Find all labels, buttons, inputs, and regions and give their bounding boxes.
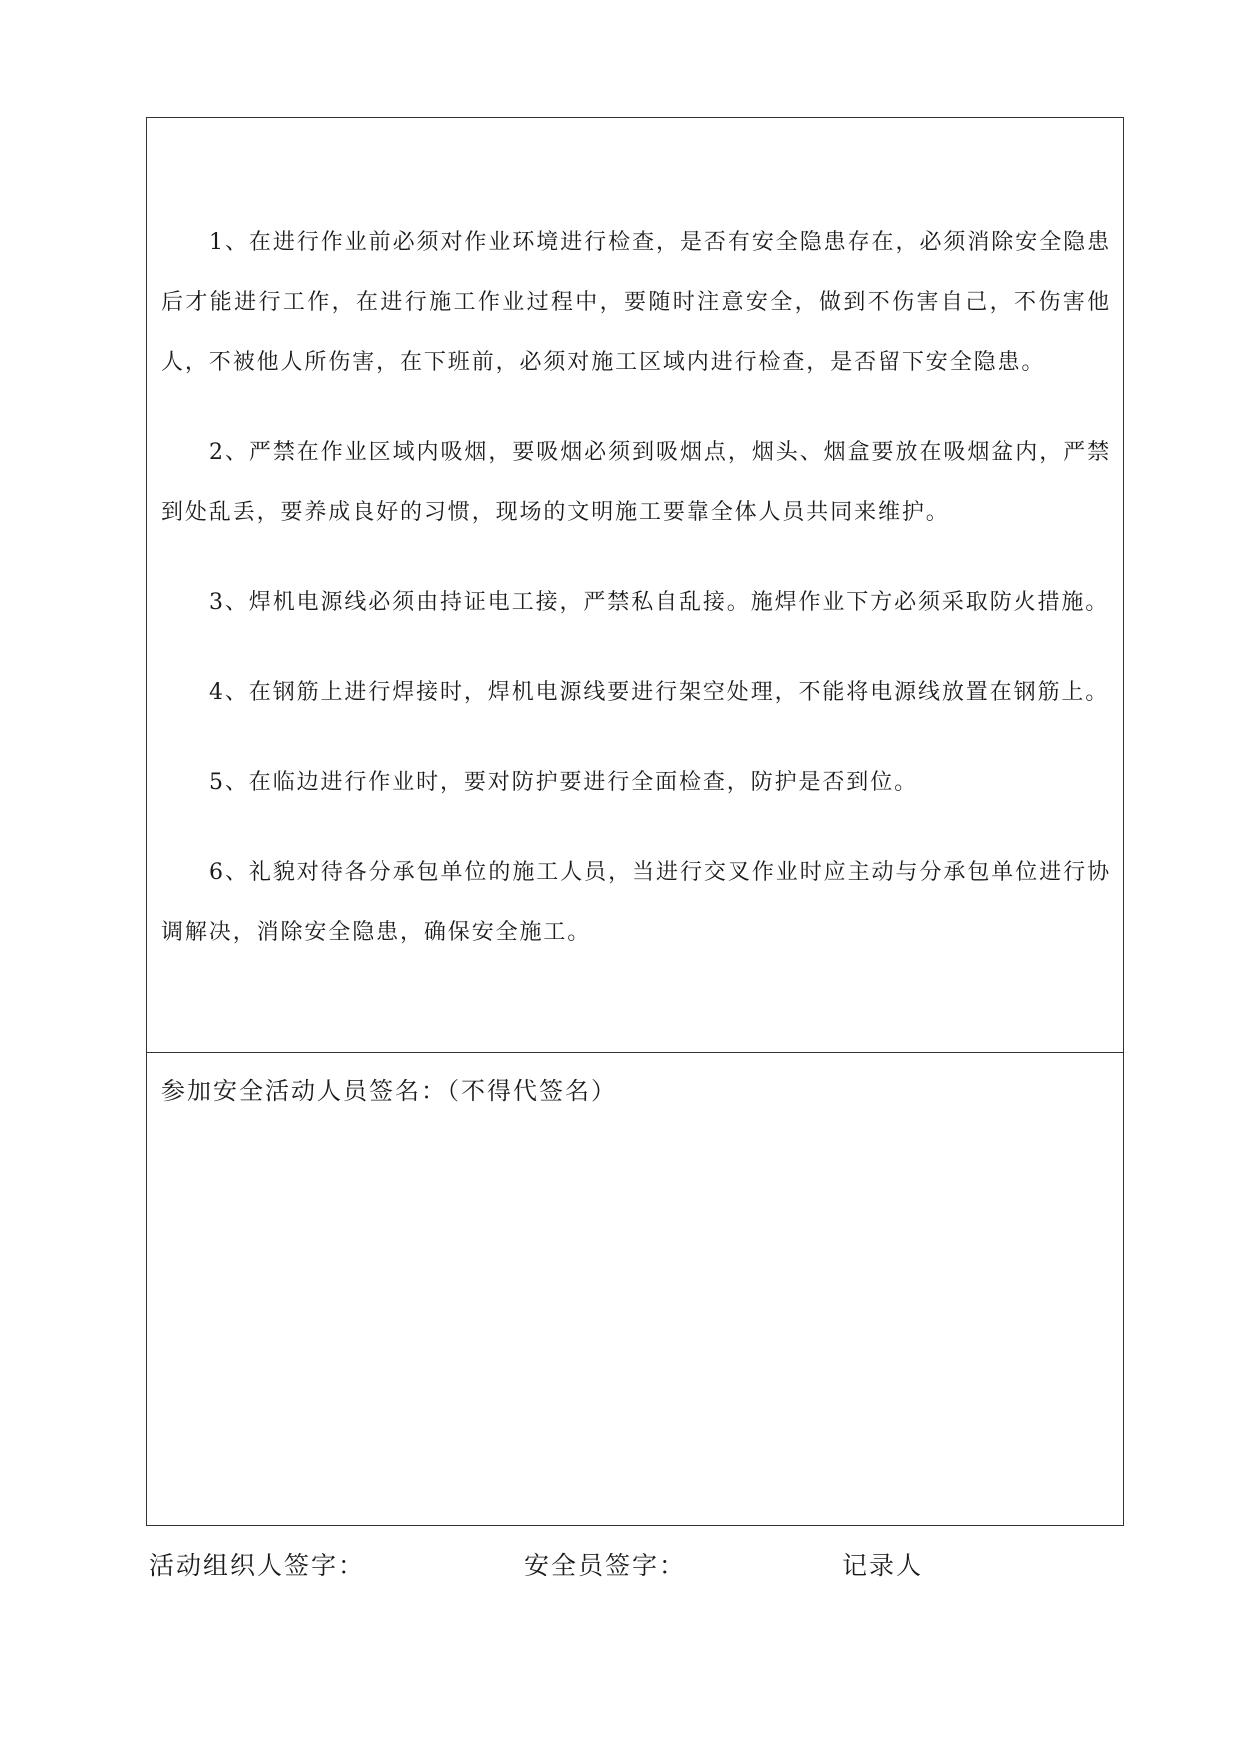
paragraph-4: 4、在钢筋上进行焊接时，焊机电源线要进行架空处理，不能将电源线放置在钢筋上。: [209, 680, 1110, 705]
participant-signature-cell[interactable]: [147, 1053, 1123, 1527]
paragraph-1: 1、在进行作业前必须对作业环境进行检查，是否有安全隐患存在，必须消除安全隐患后才能进行工作，在进行施工作业过程中，要随时注意安全，做到不伤害自己，不伤害他人，不被他人所伤害，在下班前，必须对施工区域内进行检查，是否留下安全隐患。: [161, 230, 1111, 375]
paragraph-6: 6、礼貌对待各分承包单位的施工人员，当进行交叉作业时应主动与分承包单位进行协调解决，消除安全隐患，确保安全施工。: [161, 860, 1111, 945]
safety-activity-form: [146, 117, 1124, 1526]
participant-signature-label: 参加安全活动人员签名：（不得代签名）: [161, 1077, 617, 1105]
paragraph-3: 3、焊机电源线必须由持证电工接，严禁私自乱接。施焊作业下方必须采取防火措施。: [209, 590, 1110, 615]
safety-content-cell: [147, 118, 1123, 1053]
paragraph-5: 5、在临边进行作业时，要对防护要进行全面检查，防护是否到位。: [209, 770, 918, 795]
organizer-signature-label: 活动组织人签字：: [149, 1551, 366, 1580]
paragraph-2: 2、严禁在作业区域内吸烟，要吸烟必须到吸烟点，烟头、烟盒要放在吸烟盆内，严禁到处乱丢，要养成良好的习惯，现场的文明施工要靠全体人员共同来维护。: [161, 440, 1111, 525]
safety-officer-signature-label: 安全员签字：: [524, 1551, 687, 1580]
recorder-label: 记录人: [842, 1551, 924, 1580]
